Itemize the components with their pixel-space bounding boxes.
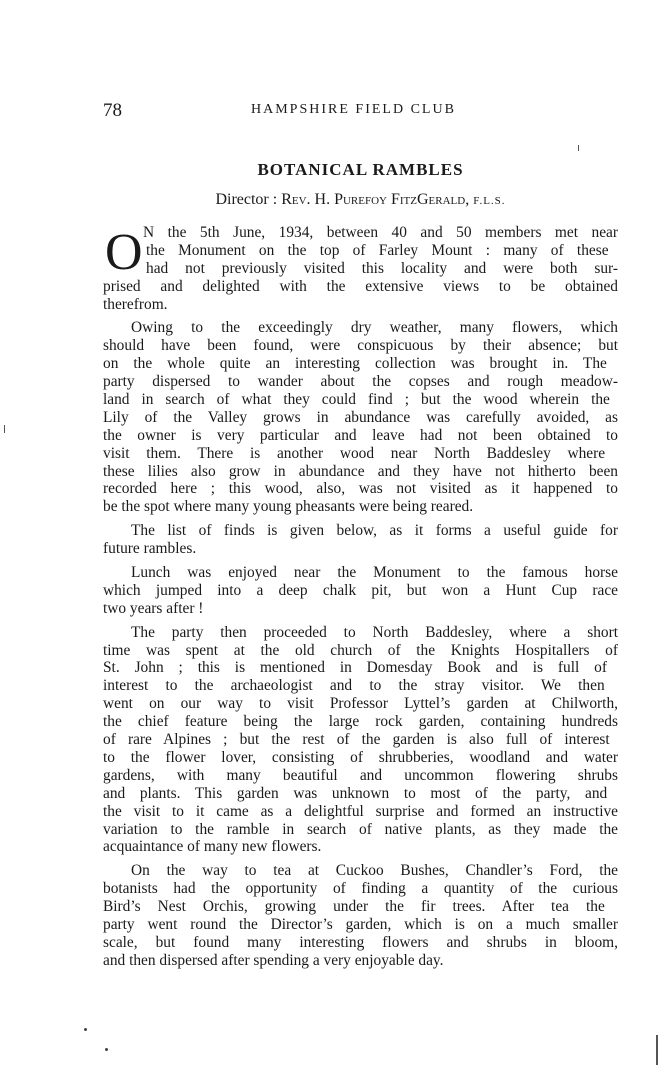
text-line: gardens, with many beautiful and uncommon flowering shrubs [103, 766, 618, 784]
text-line: botanists had the opportunity of finding a quantity of the curious [103, 880, 618, 898]
text-line: to the flower lover, consisting of shrubberies, woodland and water [103, 748, 618, 766]
text-line: therefrom. [103, 295, 168, 313]
text-line: interest to the archaeologist and to the stray visitor. We then [103, 677, 605, 695]
text-line: went on our way to visit Professor Lyttel’s garden at Chilworth, [103, 695, 618, 713]
paragraph [103, 319, 618, 516]
text-line: be the spot where many young pheasants were being reared. [103, 498, 474, 516]
text-line: of rare Alpines ; but the rest of the garden is also full of interest [103, 731, 610, 749]
text-line: the visit to it came as a delightful surprise and formed an instructive [103, 802, 618, 820]
text-line: Bird’s Nest Orchis, growing under the fir trees. After tea the [103, 898, 605, 916]
scan-mark [578, 145, 579, 151]
scan-mark [656, 1035, 658, 1065]
text-line: scale, but found many interesting flowers and shrubs in bloom, [103, 933, 618, 951]
text-line: future rambles. [103, 540, 197, 558]
director-degree: F.L.S. [473, 195, 506, 207]
text-line: Owing to the exceedingly dry weather, many flowers, which [131, 319, 618, 337]
running-head [103, 100, 618, 124]
article-body [103, 224, 618, 970]
text-line: the owner is very particular and leave had not been obtained to [103, 426, 618, 444]
director-name: Rev. H. Purefoy FitzGerald, [281, 191, 470, 208]
director-label: Director : [215, 191, 278, 208]
paragraph [103, 624, 618, 857]
text-line: Lunch was enjoyed near the Monument to the famous horse [131, 564, 618, 582]
text-line: had not previously visited this locality and were both sur- [146, 259, 618, 277]
paragraph [103, 564, 618, 618]
scan-speck [105, 1048, 108, 1051]
text-line: the Monument on the top of Farley Mount : many of these [146, 241, 609, 259]
text-line: N the 5th June, 1934, between 40 and 50 members met near [143, 224, 618, 241]
text-line: the chief feature being the large rock garden, containing hundreds [103, 713, 618, 731]
text-line: The list of finds is given below, as it forms a useful guide for [131, 522, 618, 540]
text-line: Lily of the Valley grows in abundance was carefully avoided, as [103, 408, 618, 426]
director-line [103, 191, 618, 209]
text-line: should have been found, were conspicuous by their absence; but [103, 337, 618, 355]
article-title: BOTANICAL RAMBLES [257, 160, 464, 179]
text-line: and plants. This garden was unknown to most of the party, and [103, 784, 608, 802]
paragraph [103, 862, 618, 969]
text-line: time was spent at the old church of the Knights Hospitallers of [103, 641, 618, 659]
text-line: on the whole quite an interesting collection was brought in. The [103, 355, 607, 373]
text-line: variation to the ramble in search of native plants, as they made the [103, 820, 618, 838]
text-line: recorded here ; this wood, also, was not visited as it happened to [103, 480, 618, 498]
text-line: land in search of what they could find ; but the wood wherein the [103, 391, 610, 409]
scan-mark [4, 425, 5, 433]
text-line: two years after ! [103, 599, 204, 617]
text-line: visit them. There is another wood near North Baddesley where [103, 444, 606, 462]
text-line: and then dispersed after spending a very enjoyable day. [103, 951, 444, 969]
text-line: prised and delighted with the extensive views to be obtained [103, 277, 618, 295]
scan-speck [84, 1028, 87, 1031]
text-line: party dispersed to wander about the copses and rough meadow- [103, 373, 618, 391]
paragraph [103, 224, 618, 313]
text-line: acquaintance of many new flowers. [103, 838, 322, 856]
journal-title: HAMPSHIRE FIELD CLUB [251, 102, 456, 117]
text-line: On the way to tea at Cuckoo Bushes, Chandler’s Ford, the [131, 862, 618, 880]
text-line: St. John ; this is mentioned in Domesday Book and is full of [103, 659, 607, 677]
text-line: these lilies also grow in abundance and they have not hitherto been [103, 462, 618, 480]
page-number: 78 [103, 100, 122, 121]
drop-cap: O [105, 224, 143, 281]
text-line: which jumped into a deep chalk pit, but won a Hunt Cup race [103, 581, 618, 599]
paragraph [103, 522, 618, 558]
text-line: The party then proceeded to North Baddesley, where a short [131, 623, 618, 641]
text-line: party went round the Director’s garden, which is on a much smaller [103, 915, 618, 933]
